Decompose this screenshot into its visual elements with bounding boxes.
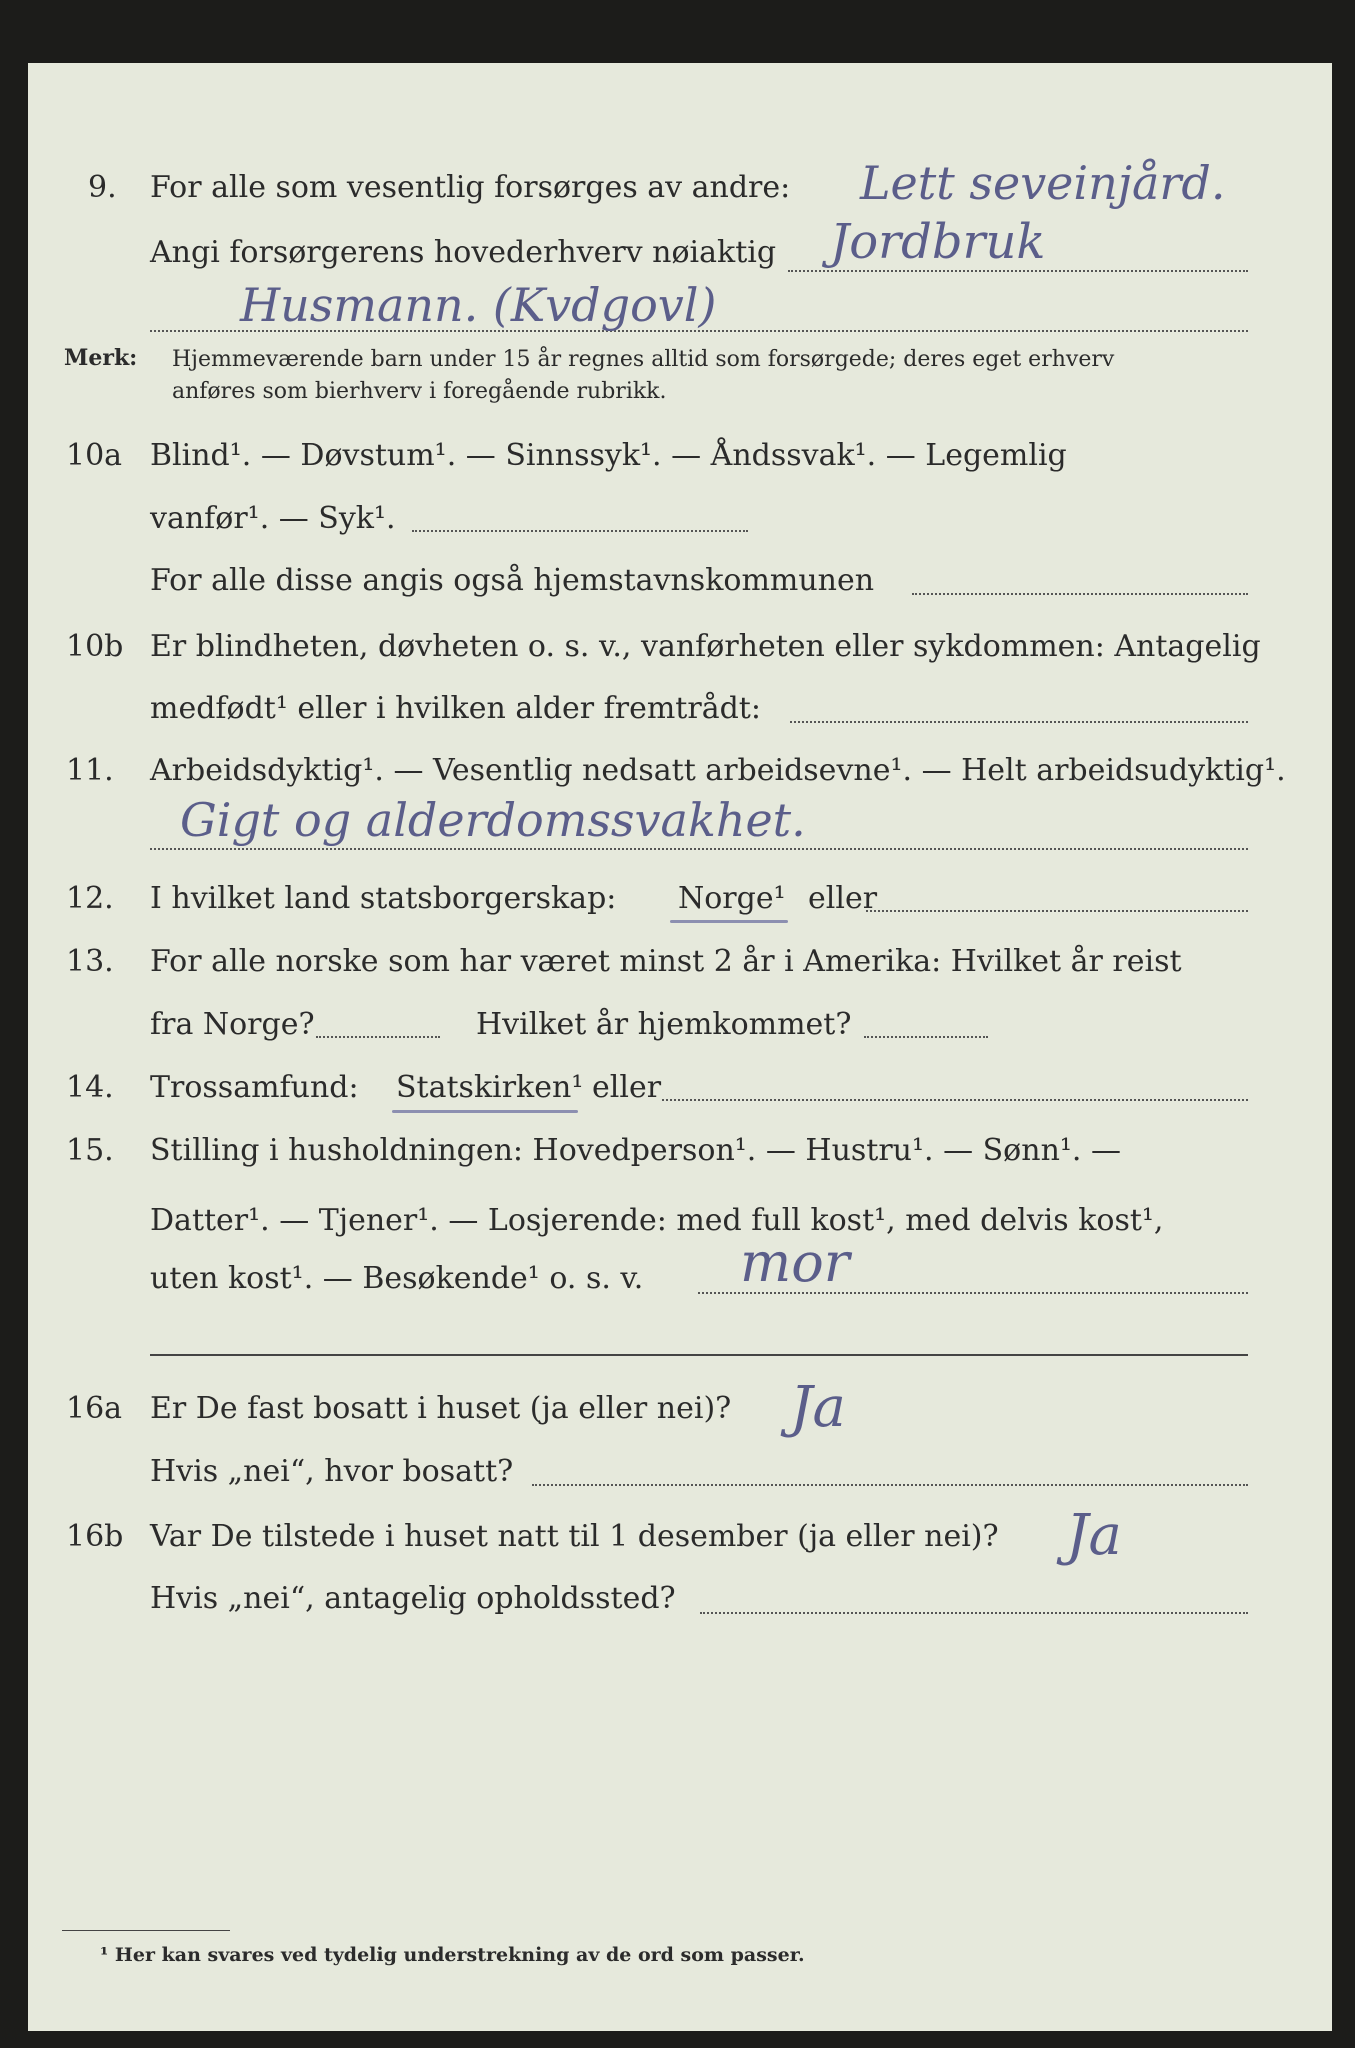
q9-line1: For alle som vesentlig forsørges av andre: — [150, 170, 791, 205]
q16a-handwriting: Ja — [790, 1375, 846, 1440]
q9-line2: Angi forsørgerens hovederhverv nøiaktig — [150, 235, 777, 270]
q10b-number: 10b — [66, 629, 124, 664]
q10a-line1: Blind¹. — Døvstum¹. — Sinnssyk¹. — Åndssvak¹. — Legemlig — [150, 438, 1067, 473]
q10b-line1: Er blindheten, døvheten o. s. v., vanførheten eller sykdommen: Antagelig — [150, 629, 1261, 664]
q12-answer-line — [866, 910, 1248, 912]
merk-label: Merk: — [64, 345, 138, 371]
q16b-line1: Var De tilstede i huset natt til 1 desember (ja eller nei)? — [150, 1519, 999, 1554]
q14-statskirken: Statskirken¹ — [396, 1070, 584, 1105]
q16a-number: 16a — [66, 1391, 123, 1426]
merk-line2: anføres som bierhverv i foregående rubrikk. — [172, 379, 667, 404]
q14-number: 14. — [66, 1070, 114, 1105]
q10a-line2: vanfør¹. — Syk¹. — [150, 501, 396, 536]
q14-answer-line — [662, 1099, 1248, 1101]
q15-line2: Datter¹. — Tjener¹. — Losjerende: med full kost¹, med delvis kost¹, — [150, 1203, 1164, 1238]
q10a-line3: For alle disse angis også hjemstavnskommunen — [150, 563, 875, 598]
merk-line1: Hjemmeværende barn under 15 år regnes alltid som forsørgede; deres eget erhverv — [172, 347, 1115, 372]
q12-eller: eller — [808, 881, 878, 916]
q11-line1: Arbeidsdyktig¹. — Vesentlig nedsatt arbeidsevne¹. — Helt arbeidsudyktig¹. — [150, 753, 1286, 788]
q15-number: 15. — [66, 1133, 114, 1168]
q13-hjemkommet-line — [864, 1036, 988, 1038]
q10a-number: 10a — [66, 438, 123, 473]
q10a-answer-line-2 — [912, 593, 1248, 595]
q11-answer-line — [150, 848, 1248, 850]
q9-handwriting-b: Jordbruk — [830, 214, 1046, 270]
q11-number: 11. — [66, 753, 114, 788]
q14-statskirken-underline — [392, 1110, 578, 1113]
q16b-handwriting: Ja — [1066, 1503, 1122, 1568]
q10b-line2: medfødt¹ eller i hvilken alder fremtrådt: — [150, 691, 761, 726]
q16a-answer-line — [532, 1484, 1248, 1486]
q12-norge-underline — [670, 920, 788, 923]
q14-label: Trossamfund: — [150, 1070, 359, 1105]
q12-norge: Norge¹ — [678, 881, 786, 916]
q11-handwriting: Gigt og alderdomssvakhet. — [180, 793, 806, 847]
q9-number: 9. — [88, 170, 117, 205]
q10a-answer-line-1 — [412, 530, 748, 532]
q16b-line2: Hvis „nei“, antagelig opholdssted? — [150, 1581, 676, 1616]
q15-handwriting: mor — [740, 1231, 850, 1294]
q16b-number: 16b — [66, 1519, 124, 1554]
q13-reist-line — [316, 1036, 440, 1038]
q13-line2a: fra Norge? — [150, 1007, 315, 1042]
q9-handwriting-c: Husmann. (Kvdgovl) — [240, 278, 717, 332]
q16a-line2: Hvis „nei“, hvor bosatt? — [150, 1454, 514, 1489]
footnote-rule — [62, 1930, 230, 1931]
q16a-line1: Er De fast bosatt i huset (ja eller nei)? — [150, 1391, 732, 1426]
q9-answer-line-1 — [788, 270, 1248, 272]
q14-eller: eller — [592, 1070, 662, 1105]
q13-line1: For alle norske som har været minst 2 år i Amerika: Hvilket år reist — [150, 944, 1182, 979]
q10b-answer-line — [790, 721, 1248, 723]
q13-line2b: Hvilket år hjemkommet? — [476, 1007, 852, 1042]
q15-answer-line-2 — [150, 1354, 1248, 1356]
q15-line1: Stilling i husholdningen: Hovedperson¹. — Hustru¹. — Sønn¹. — — [150, 1133, 1121, 1168]
q16b-answer-line — [700, 1612, 1248, 1614]
q12-line1: I hvilket land statsborgerskap: — [150, 881, 617, 916]
footnote: ¹ Her kan svares ved tydelig understrekning av de ord som passer. — [100, 1944, 805, 1966]
q9-handwriting-a: Lett seveinjård. — [860, 156, 1226, 210]
q13-number: 13. — [66, 944, 114, 979]
q12-number: 12. — [66, 881, 114, 916]
q15-line3: uten kost¹. — Besøkende¹ o. s. v. — [150, 1261, 644, 1296]
